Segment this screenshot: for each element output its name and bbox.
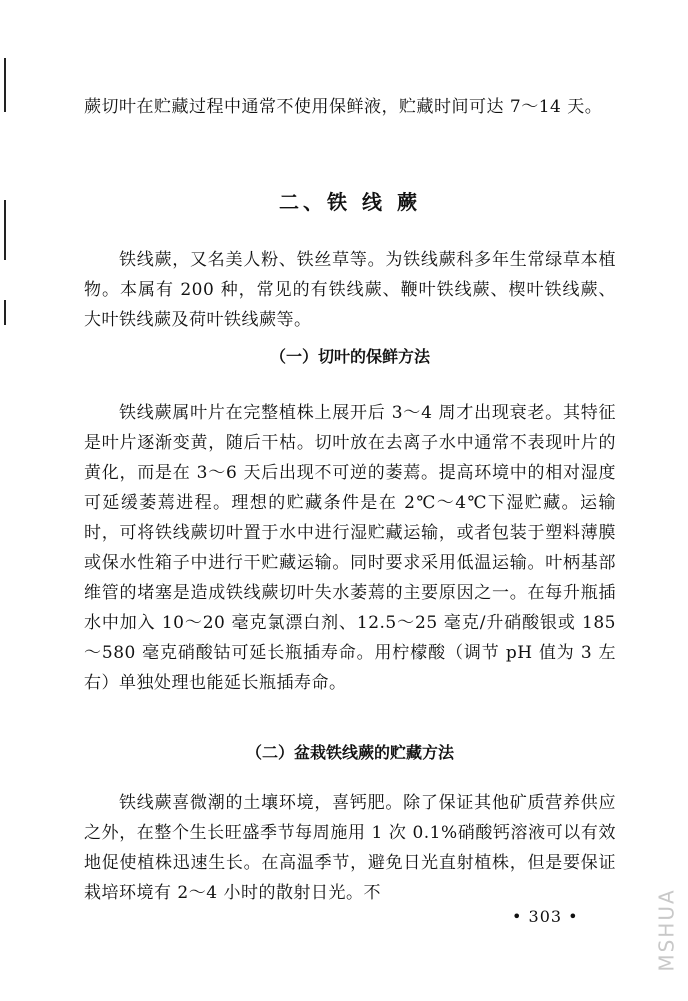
watermark-text: MSHUA [655,888,679,972]
watermark [652,865,682,995]
continuation-paragraph: 蕨切叶在贮藏过程中通常不使用保鲜液，贮藏时间可达 7～14 天。 [84,97,603,117]
subsection-storage-paragraph: 铁线蕨喜微潮的土壤环境，喜钙肥。除了保证其他矿质营养供应之外，在整个生长旺盛季节每周施用 1 次 0.1%硝酸钙溶液可以有效地促使植株迅速生长。在高温季节，避免日光直射植株，但是要保证栽培环境有 2～4 小时的散射日光。不 [84,793,616,903]
scan-margin-line [4,58,6,112]
subsection-preservation-paragraph: 铁线蕨属叶片在完整植株上展开后 3～4 周才出现衰老。其特征是叶片逐渐变黄，随后干枯。切叶放在去离子水中通常不表现叶片的黄化，而是在 3～6 天后出现不可逆的萎蔫。提高环境中的相对湿度可延缓萎蔫进程。理想的贮藏条件是在 2℃～4℃下湿贮藏。运输时，可将铁线蕨切叶置于水中进行湿贮藏运输，或者包装于塑料薄膜或保水性箱子中进行干贮藏运输。同时要求采用低温运输。叶柄基部维管的堵塞是造成铁线蕨切叶失水萎蔫的主要原因之一。在每升瓶插水中加入 10～20 毫克氯漂白剂、12.5～25 毫克/升硝酸银或 185～580 毫克硝酸钴可延长瓶插寿命。用柠檬酸（调节 pH 值为 3 左右）单独处理也能延长瓶插寿命。 [84,403,616,693]
subsection-title-storage: （二）盆栽铁线蕨的贮藏方法 [245,743,454,762]
scan-margin-line [4,200,6,260]
section-title: 二、铁 线 蕨 [279,190,421,214]
page-number: • 303 • [512,907,579,926]
intro-paragraph: 铁线蕨，又名美人粉、铁丝草等。为铁线蕨科多年生常绿草本植物。本属有 200 种，常见的有铁线蕨、鞭叶铁线蕨、楔叶铁线蕨、大叶铁线蕨及荷叶铁线蕨等。 [84,250,616,330]
subsection-title-preservation: （一）切叶的保鲜方法 [269,347,430,366]
scan-margin-line [4,300,6,325]
